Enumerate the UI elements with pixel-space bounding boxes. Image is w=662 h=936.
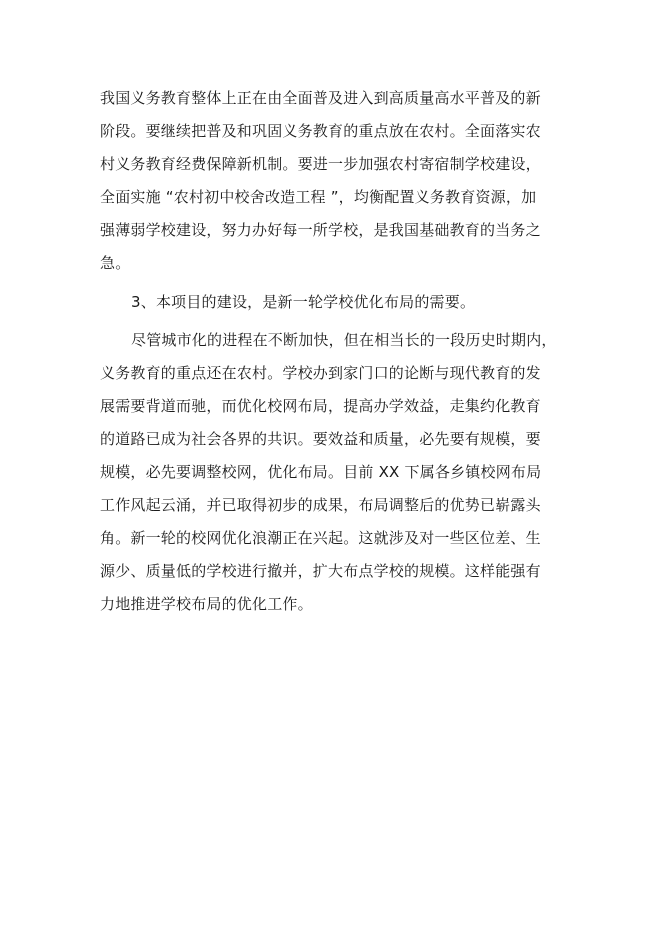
paragraph-1-line-3: 村义务教育经费保障新机制。要进一步加强农村寄宿制学校建设， [100,155,541,173]
paragraph-2-line-7: 角。新一轮的校网优化浪潮正在兴起。这就涉及对一些区位差、生 [100,529,541,547]
paragraph-1-line-1: 我国义务教育整体上正在由全面普及进入到高质量高水平普及的新 [100,89,541,107]
paragraph-2-line-4: 的道路已成为社会各界的共识。要效益和质量，必先要有规模，要 [100,430,541,448]
paragraph-2-line-1: 尽管城市化的进程在不断加快，但在相当长的一段历史时期内， [131,331,557,349]
paragraph-1-line-5: 强薄弱学校建设，努力办好每一所学校，是我国基础教育的当务之 [100,221,541,239]
paragraph-1-line-6: 急。 [100,254,131,272]
paragraph-2-line-2: 义务教育的重点还在农村。学校办到家门口的论断与现代教育的发 [100,364,541,382]
paragraph-1-line-2: 阶段。要继续把普及和巩固义务教育的重点放在农村。全面落实农 [100,122,541,140]
paragraph-1-line-4: 全面实施 “农村初中校舍改造工程 ”，均衡配置义务教育资源，加 [100,188,537,206]
paragraph-2-line-3: 展需要背道而驰，而优化校网布局，提高办学效益，走集约化教育 [100,397,541,415]
paragraph-2-line-6: 工作风起云涌，并已取得初步的成果，布局调整后的优势已崭露头 [100,496,541,514]
paragraph-2-line-5: 规模，必先要调整校网，优化布局。目前 XX 下属各乡镇校网布局 [100,463,542,481]
section-heading-3: 3、本项目的建设，是新一轮学校优化布局的需要。 [131,293,476,311]
paragraph-2-line-9: 力地推进学校布局的优化工作。 [100,595,313,613]
paragraph-2-line-8: 源少、质量低的学校进行撤并，扩大布点学校的规模。这样能强有 [100,562,541,580]
